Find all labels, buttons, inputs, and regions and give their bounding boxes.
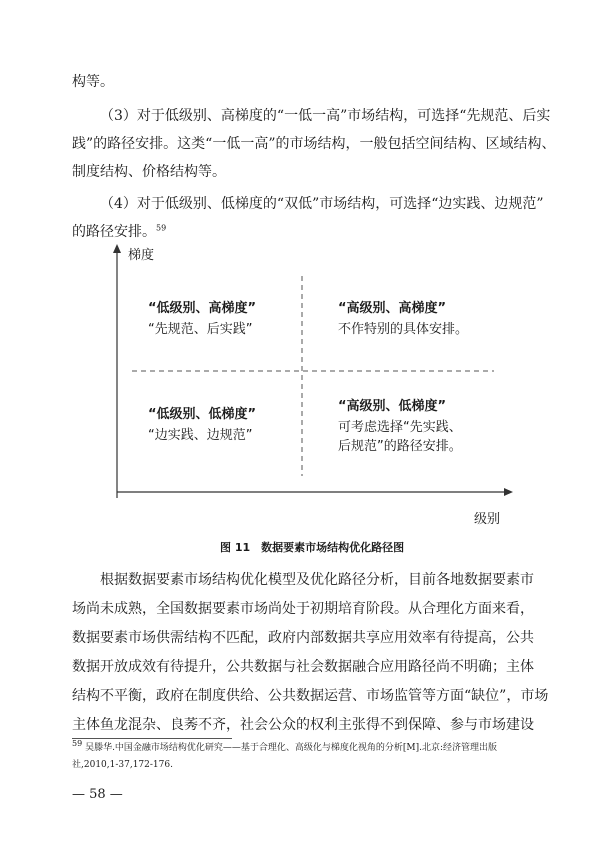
quadrant-bottom-right-body: 后规范”的路径安排。 (338, 439, 462, 454)
figure-caption: 图 11 数据要素市场结构优化路径图 (220, 541, 405, 554)
footnote-reference: 59 (156, 223, 167, 233)
quadrant-bottom-left-body: “边实践、边规范” (148, 428, 253, 443)
x-axis-arrow (504, 488, 513, 496)
paragraph-line: 践”的路径安排。这类“一低一高”的市场结构，一般包括空间结构、区域结构、 (72, 136, 556, 152)
quadrant-top-right-title: “高级别、高梯度” (338, 301, 447, 316)
paragraph-line: 数据要素市场供需结构不匹配，政府内部数据共享应用效率有待提高，公共 (72, 630, 534, 646)
quadrant-top-left-body: “先规范、后实践” (148, 322, 253, 337)
paragraph-line: 根据数据要素市场结构优化模型及优化路径分析，目前各地数据要素市 (100, 572, 534, 588)
paragraph-line: 构等。 (72, 74, 114, 90)
paragraph-line: 主体鱼龙混杂、良莠不齐，社会公众的权利主张得不到保障、参与市场建设 (72, 717, 534, 733)
paragraph-line: （3）对于低级别、高梯度的“一低一高”市场结构，可选择“先规范、后实 (100, 108, 551, 124)
paragraph-line: （4）对于低级别、低梯度的“双低”市场结构，可选择“边实践、边规范” (100, 196, 544, 212)
paragraph-line: 场尚未成熟，全国数据要素市场尚处于初期培育阶段。从合理化方面来看， (72, 601, 534, 617)
paragraph-line: 结构不平衡，政府在制度供给、公共数据运营、市场监管等方面“缺位”，市场 (72, 688, 549, 704)
footnote-text: 吴滕华.中国金融市场结构优化研究——基于合理化、高级化与梯度化视角的分析[M].北京:经济管理出版 (85, 743, 498, 753)
quadrant-bottom-left-title: “低级别、低梯度” (148, 407, 257, 422)
quadrant-bottom-right-title: “高级别、低梯度” (338, 399, 447, 414)
footnote-divider (72, 738, 232, 739)
footnote-line (72, 740, 497, 756)
x-axis-label: 级别 (474, 512, 501, 527)
y-axis-label: 梯度 (128, 248, 155, 263)
page-number: — 58 — (72, 787, 123, 802)
footnote-number: 59 (72, 739, 83, 748)
y-axis-arrow (113, 244, 121, 253)
paragraph-text: 的路径安排。 (72, 224, 156, 240)
paragraph-line: 制度结构、价格结构等。 (72, 164, 226, 180)
footnote-line: 社,2010,1-37,172-176. (72, 760, 173, 770)
quadrant-top-right-body: 不作特别的具体安排。 (338, 322, 469, 337)
quadrant-top-left-title: “低级别、高梯度” (148, 301, 257, 316)
paragraph-line: 数据开放成效有待提升，公共数据与社会数据融合应用路径尚不明确；主体 (72, 659, 534, 675)
quadrant-bottom-right-body: 可考虑选择“先实践、 (338, 420, 462, 435)
